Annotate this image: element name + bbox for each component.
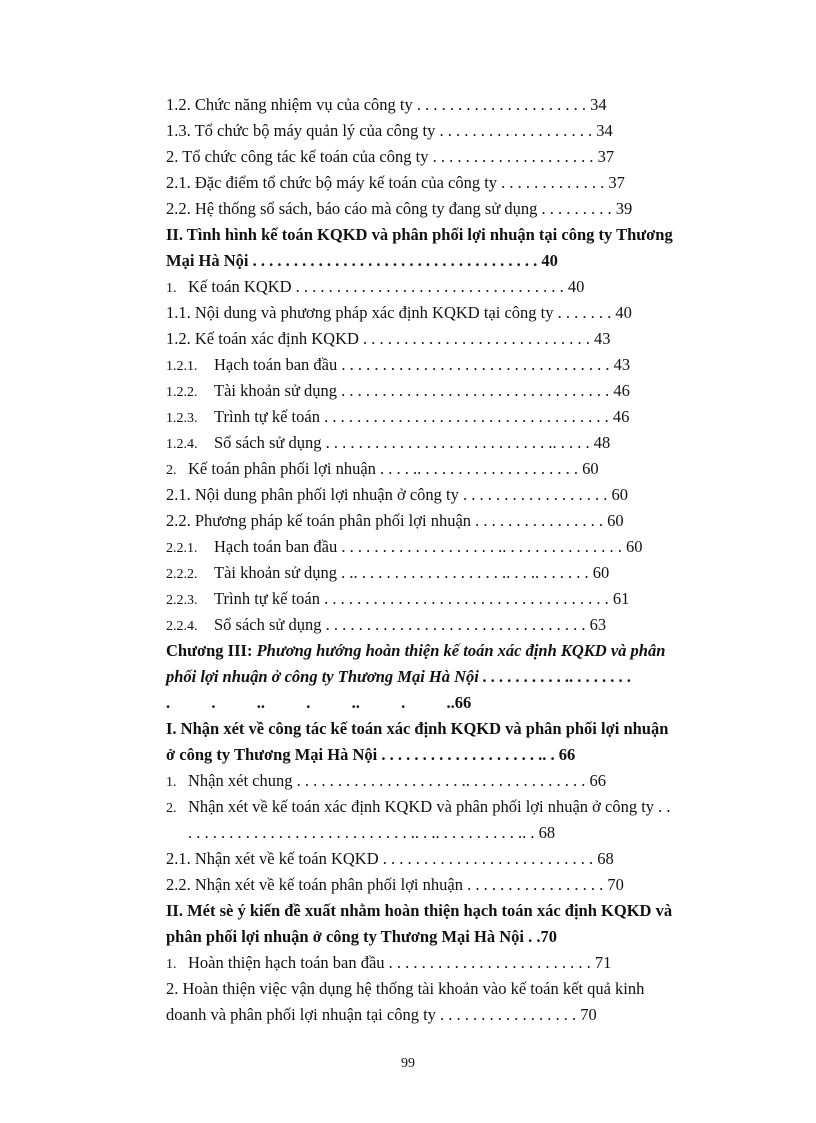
chapter-title: Phương hướng hoàn thiện kế toán xác định KQKD và phân	[256, 641, 666, 660]
toc-entry: Sổ sách sử dụng . . . . . . . . . . . . . . . . . . . . . . . . . . . . . . . . 63	[214, 615, 607, 634]
toc-entry: Hoàn thiện hạch toán ban đầu . . . . . . . . . . . . . . . . . . . . . . . . . 71	[188, 953, 612, 972]
toc-entry: 2.2. Hệ thống sổ sách, báo cáo mà công ty đang sử dụng . . . . . . . . . 39	[166, 199, 633, 218]
toc-entry-number: 2.	[166, 463, 177, 478]
toc-entry-number: 1.2.4.	[166, 437, 198, 452]
toc-entry: 2.1. Nhận xét về kế toán KQKD . . . . . . . . . . . . . . . . . . . . . . . . . . 68	[166, 849, 614, 868]
toc-entry: Nhận xét chung . . . . . . . . . . . . . . . . . . . . .. . . . . . . . . . . . . . . 66	[188, 771, 606, 790]
toc-heading: II. Mét sè ý kiến đề xuất nhằm hoàn thiện hạch toán xác định KQKD và	[166, 901, 673, 920]
toc-entry: 2.1. Đặc điểm tổ chức bộ máy kế toán của công ty . . . . . . . . . . . . . 37	[166, 173, 625, 192]
toc-entry-number: 1.	[166, 957, 177, 972]
toc-entry: Tài khoản sử dụng . . . . . . . . . . . . . . . . . . . . . . . . . . . . . . . . . 46	[214, 381, 630, 400]
toc-entry: Kế toán KQKD . . . . . . . . . . . . . . . . . . . . . . . . . . . . . . . . . 40	[188, 277, 585, 296]
toc-entry: Hạch toán ban đầu . . . . . . . . . . . . . . . . . . . .. . . . . . . . . . . . . . . 60	[214, 537, 643, 556]
toc-entry: Trình tự kế toán . . . . . . . . . . . . . . . . . . . . . . . . . . . . . . . . . . . 61	[214, 589, 630, 608]
toc-heading: Mại Hà Nội . . . . . . . . . . . . . . . . . . . . . . . . . . . . . . . . . . . 40	[166, 251, 558, 270]
toc-entry-number: 1.2.2.	[166, 385, 198, 400]
toc-entry-number: 2.2.3.	[166, 593, 198, 608]
toc-entry: Trình tự kế toán . . . . . . . . . . . . . . . . . . . . . . . . . . . . . . . . . . . 46	[214, 407, 630, 426]
toc-entry: Sổ sách sử dụng . . . . . . . . . . . . . . . . . . . . . . . . . . . .. . . . . 48	[214, 433, 611, 452]
toc-heading: ở công ty Thương Mại Hà Nội . . . . . . . . . . . . . . . . . . . .. . 66	[166, 745, 576, 764]
toc-heading: I. Nhận xét về công tác kế toán xác định KQKD và phân phối lợi nhuận	[166, 719, 669, 738]
toc-entry: 2.1. Nội dung phân phối lợi nhuận ở công ty . . . . . . . . . . . . . . . . . . 60	[166, 485, 629, 504]
toc-entry: 1.2. Kế toán xác định KQKD . . . . . . . . . . . . . . . . . . . . . . . . . . . . 43	[166, 329, 611, 348]
toc-entry: 2.2. Nhận xét về kế toán phân phối lợi nhuận . . . . . . . . . . . . . . . . . 70	[166, 875, 624, 894]
toc-entry: Nhận xét về kế toán xác định KQKD và phân phối lợi nhuận ở công ty . .	[188, 797, 671, 816]
toc-entry: 1.3. Tổ chức bộ máy quản lý của công ty . . . . . . . . . . . . . . . . . . . 34	[166, 121, 613, 140]
toc-entry-number: 1.2.3.	[166, 411, 198, 426]
toc-entry-number: 2.2.4.	[166, 619, 198, 634]
toc-chapter-heading	[166, 640, 665, 662]
toc-heading: II. Tình hình kế toán KQKD và phân phối lợi nhuận tại công ty Thương	[166, 225, 673, 244]
toc-entry: 2. Tổ chức công tác kế toán của công ty . . . . . . . . . . . . . . . . . . . . 37	[166, 147, 615, 166]
page-number: 99	[401, 1056, 415, 1071]
toc-entry: . . . . . . . . . . . . . . . . . . . . . . . . . . . .. . .. . . . . . . . . . .. . 68	[188, 823, 556, 842]
toc-entry-number: 2.2.2.	[166, 567, 198, 582]
toc-entry: Hạch toán ban đầu . . . . . . . . . . . . . . . . . . . . . . . . . . . . . . . . . 43	[214, 355, 631, 374]
toc-entry: doanh và phân phối lợi nhuận tại công ty . . . . . . . . . . . . . . . . . 70	[166, 1005, 597, 1024]
toc-entry: 1.1. Nội dung và phương pháp xác định KQKD tại công ty . . . . . . . 40	[166, 303, 632, 322]
toc-chapter-heading: phối lợi nhuận ở công ty Thương Mại Hà Nội . . . . . . . . . . .. . . . . . . .	[166, 667, 632, 686]
toc-entry-number: 2.2.1.	[166, 541, 198, 556]
toc-entry-number: 1.	[166, 775, 177, 790]
toc-entry: 1.2. Chức năng nhiệm vụ của công ty . . . . . . . . . . . . . . . . . . . . . 34	[166, 95, 607, 114]
chapter-label: Chương III:	[166, 641, 253, 660]
toc-heading: phân phối lợi nhuận ở công ty Thương Mại Hà Nội . .70	[166, 927, 557, 946]
toc-entry: Kế toán phân phối lợi nhuận . . . . .. . . . . . . . . . . . . . . . . . . . 60	[188, 459, 599, 478]
toc-entry-number: 2.	[166, 801, 177, 816]
toc-entry: 2. Hoàn thiện việc vận dụng hệ thống tài khoản vào kế toán kết quả kinh	[166, 979, 645, 998]
toc-chapter-leader: . . .. . .. . ..66	[166, 693, 472, 712]
toc-entry: Tài khoản sử dụng . .. . . . . . . . . . . . . . . . . . .. . . .. . . . . . . 60	[214, 563, 610, 582]
toc-entry: 2.2. Phương pháp kế toán phân phối lợi nhuận . . . . . . . . . . . . . . . . 60	[166, 511, 624, 530]
toc-entry-number: 1.2.1.	[166, 359, 198, 374]
toc-entry-number: 1.	[166, 281, 177, 296]
